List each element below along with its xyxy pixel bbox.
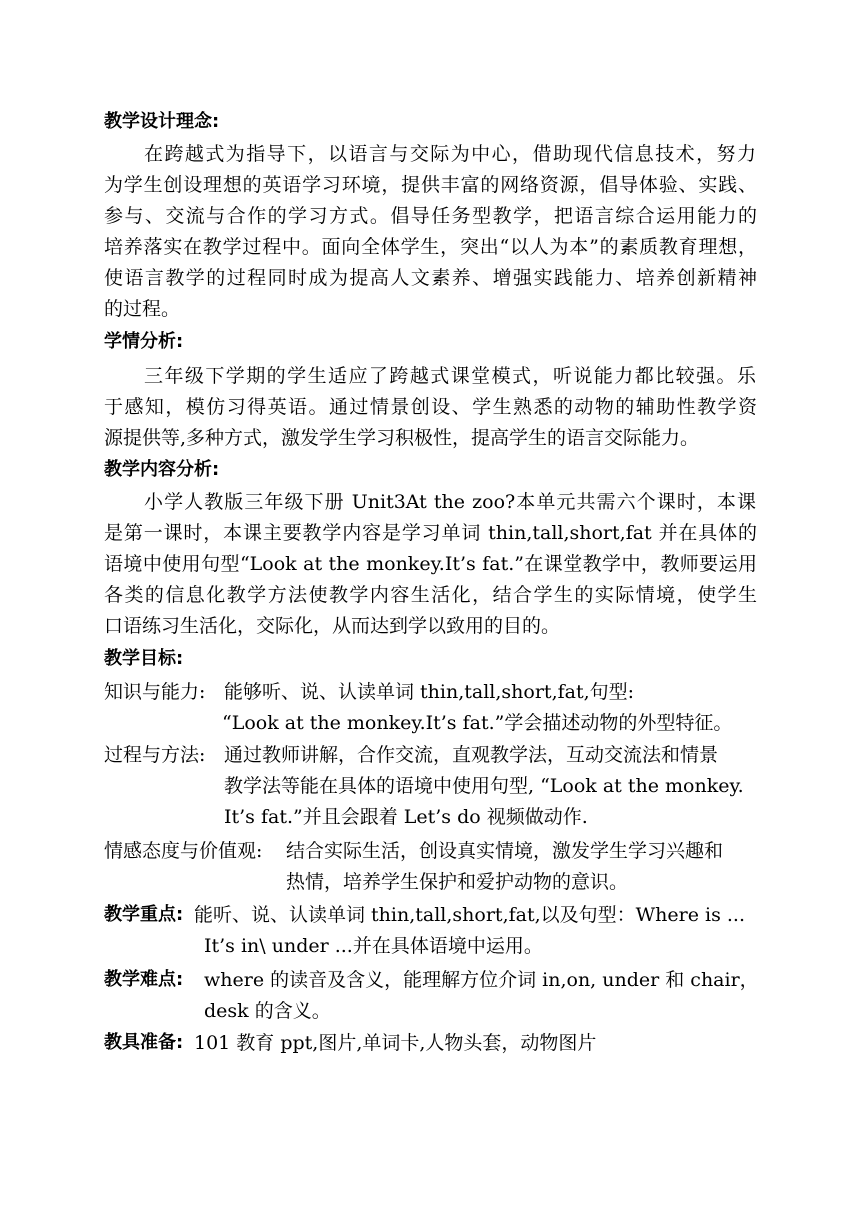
- emotion-line-2: 热情，培养学生保护和爱护动物的意识。: [286, 871, 629, 893]
- process-label: 过程与方法:: [104, 744, 206, 766]
- difficulty-line-1: where 的读音及含义，能理解方位介词 in,on, under 和 chair，: [204, 969, 759, 991]
- student-line-1: 三年级下学期的学生适应了跨越式课堂模式，听说能力都比较强。乐: [144, 365, 756, 387]
- knowledge-label: 知识与能力:: [104, 681, 206, 703]
- key-points-line-2: It’s in\ under ...并在具体语境中运用。: [204, 935, 543, 957]
- process-line-2: 教学法等能在具体的语境中使用句型, “Look at the monkey.: [224, 775, 744, 797]
- student-line-3: 源提供等,多种方式，激发学生学习积极性，提高学生的语言交际能力。: [104, 427, 700, 449]
- design-line-3: 参与、交流与合作的学习方式。倡导任务型教学，把语言综合运用能力的: [104, 205, 757, 227]
- section-heading-goals: 教学目标:: [104, 648, 184, 669]
- content-line-2: 是第一课时，本课主要教学内容是学习单词 thin,tall,short,fat 并在具体的: [104, 522, 757, 544]
- process-line-3: It’s fat.”并且会跟着 Let’s do 视频做动作.: [224, 806, 588, 828]
- content-line-4: 各类的信息化教学方法使教学内容生活化，结合学生的实际情境，使学生: [104, 584, 757, 606]
- design-line-5: 使语言教学的过程同时成为提高人文素养、增强实践能力、培养创新精神: [104, 267, 757, 289]
- section-heading-content: 教学内容分析:: [104, 459, 220, 480]
- content-line-5: 口语练习生活化，交际化，从而达到学以致用的目的。: [104, 615, 561, 637]
- difficulty-label: 教学难点:: [104, 969, 184, 990]
- process-line-1: 通过教师讲解，合作交流，直观教学法，互动交流法和情景: [224, 744, 719, 766]
- section-heading-design: 教学设计理念:: [104, 111, 220, 132]
- difficulty-line-2: desk 的含义。: [204, 1000, 331, 1022]
- content-line-1: 小学人教版三年级下册 Unit3At the zoo?本单元共需六个课时，本课: [144, 491, 756, 513]
- design-line-6: 的过程。: [104, 298, 181, 320]
- design-line-1: 在跨越式为指导下，以语言与交际为中心，借助现代信息技术，努力: [144, 143, 756, 165]
- student-line-2: 于感知，模仿习得英语。通过情景创设、学生熟悉的动物的辅助性教学资: [104, 396, 757, 418]
- section-heading-student: 学情分析:: [104, 331, 184, 352]
- content-line-3: 语境中使用句型“Look at the monkey.It’s fat.”在课堂教学中，教师要运用: [104, 553, 757, 575]
- knowledge-line-2: “Look at the monkey.It’s fat.”学会描述动物的外型特征。: [222, 712, 733, 734]
- knowledge-line-1: 能够听、说、认读单词 thin,tall,short,fat,句型:: [224, 681, 635, 703]
- emotion-label: 情感态度与价值观:: [104, 840, 263, 862]
- design-line-2: 为学生创设理想的英语学习环境，提供丰富的网络资源，倡导体验、实践、: [104, 174, 757, 196]
- key-points-line-1: 能听、说、认读单词 thin,tall,short,fat,以及句型：Where is ...: [194, 904, 746, 926]
- design-line-4: 培养落实在教学过程中。面向全体学生，突出“以人为本”的素质教育理想，: [104, 236, 757, 258]
- tools-label: 教具准备:: [104, 1032, 184, 1053]
- emotion-line-1: 结合实际生活，创设真实情境，激发学生学习兴趣和: [286, 840, 724, 862]
- tools-text: 101 教育 ppt,图片,单词卡,人物头套，动物图片: [194, 1032, 597, 1054]
- key-points-label: 教学重点:: [104, 904, 184, 925]
